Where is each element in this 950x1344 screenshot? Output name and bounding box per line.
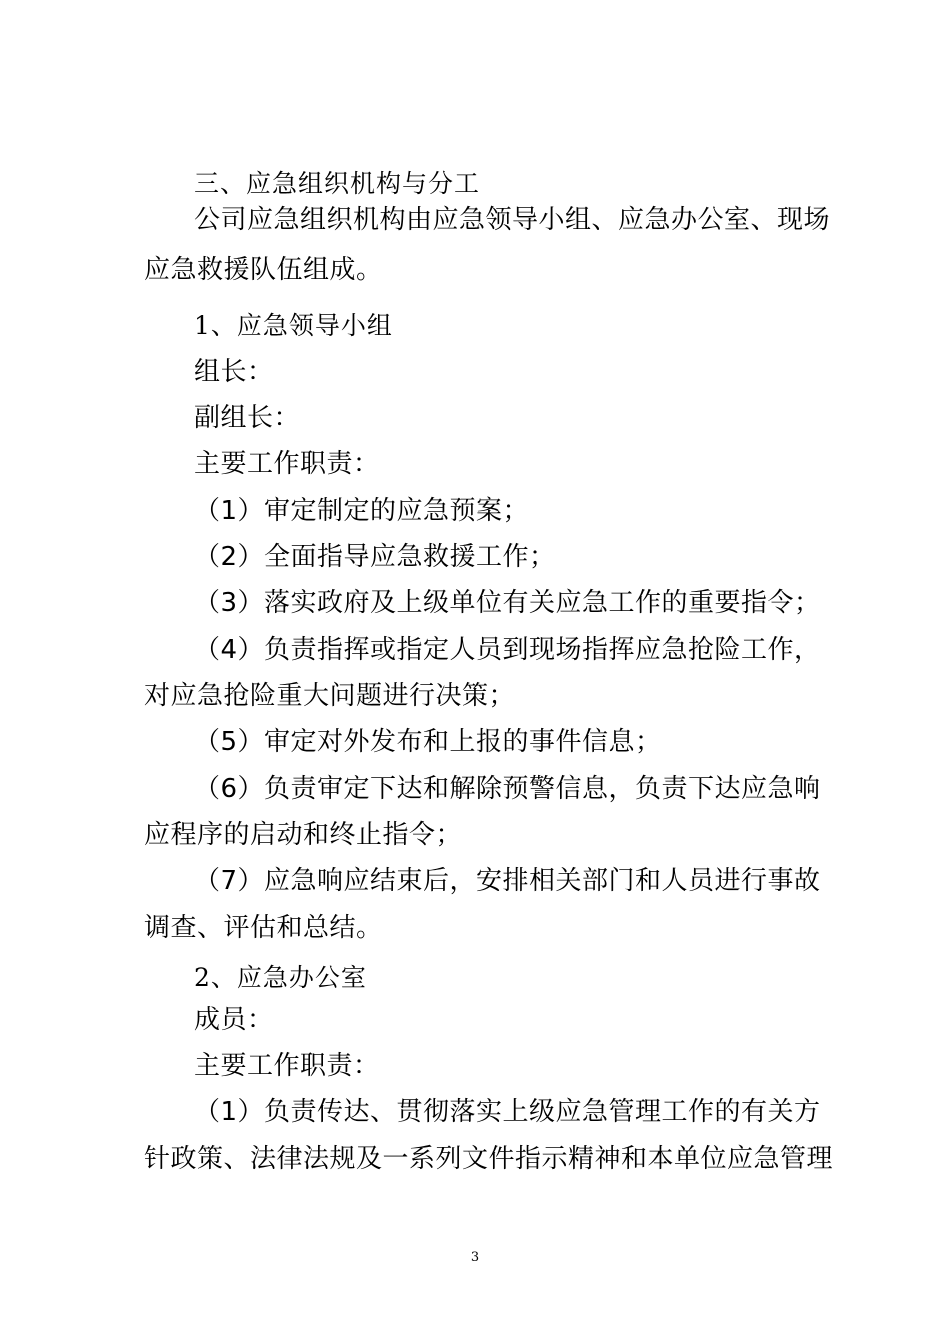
- list-item: （2）全面指导应急救援工作；: [194, 542, 556, 572]
- list-item: （3）落实政府及上级单位有关应急工作的重要指令；: [194, 588, 821, 618]
- list-item-continuation: 调查、评估和总结。: [144, 913, 383, 943]
- paragraph-line: 应急救援队伍组成。: [144, 255, 383, 285]
- list-item: （6）负责审定下达和解除预警信息，负责下达应急响: [194, 774, 821, 804]
- paragraph-line: 组长：: [194, 357, 274, 387]
- list-item: （1）审定制定的应急预案；: [194, 496, 530, 526]
- paragraph-line: 主要工作职责：: [194, 1051, 380, 1081]
- list-item: （4）负责指挥或指定人员到现场指挥应急抢险工作，: [194, 635, 821, 665]
- paragraph-line: 副组长：: [194, 403, 301, 433]
- list-item: （7）应急响应结束后，安排相关部门和人员进行事故: [194, 866, 821, 896]
- page-number: 3: [470, 1250, 480, 1265]
- list-item-continuation: 应程序的启动和终止指令；: [144, 820, 463, 850]
- paragraph-line: 成员：: [194, 1005, 274, 1035]
- section-heading: 三、应急组织机构与分工: [194, 169, 481, 198]
- paragraph-line: 主要工作职责：: [194, 449, 380, 479]
- subsection-heading: 2、应急办公室: [194, 963, 367, 992]
- subsection-heading: 1、应急领导小组: [194, 311, 393, 340]
- list-item: （1）负责传达、贯彻落实上级应急管理工作的有关方: [194, 1097, 821, 1127]
- list-item-continuation: 针政策、法律法规及一系列文件指示精神和本单位应急管理: [144, 1144, 834, 1174]
- list-item: （5）审定对外发布和上报的事件信息；: [194, 727, 662, 757]
- paragraph-line: 公司应急组织机构由应急领导小组、应急办公室、现场: [194, 205, 831, 235]
- list-item-continuation: 对应急抢险重大问题进行决策；: [144, 681, 516, 711]
